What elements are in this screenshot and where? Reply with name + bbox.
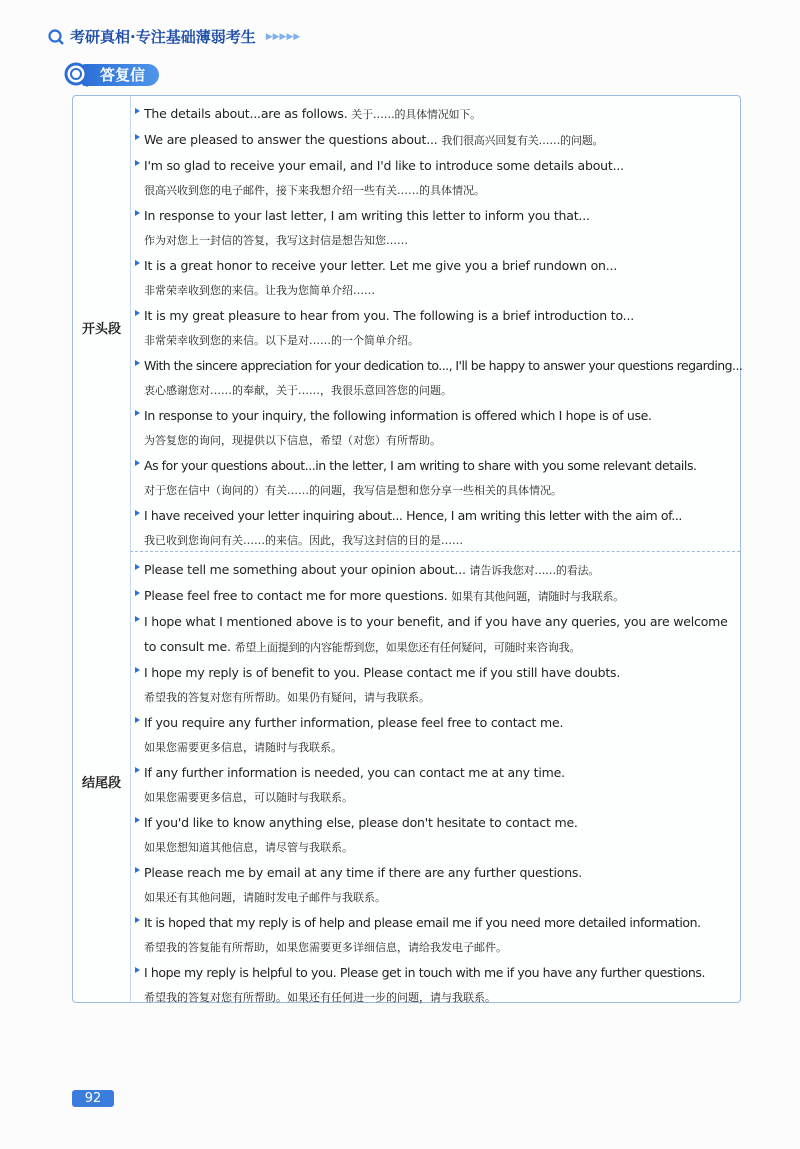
opening-list [134,101,743,553]
section-tag [72,64,159,86]
magnifier-badge-icon [64,62,90,88]
list-item: I hope my reply is of benefit to you. Please contact me if you still have doubts. 希望我的答复对您有所帮助。如果仍有疑问，请与我联系。 [134,660,736,710]
list-item: It is a great honor to receive your letter. Let me give you a brief rundown on... 非常荣幸收到您的来信。让我为您简单介绍…… [134,253,736,303]
list-item: As for your questions about...in the letter, I am writing to share with you some relevant details. 对于您在信中（询问的）有关……的问题，我写信是想和您分享一些相关的具体情况。 [134,453,736,503]
header-arrows-icon: ▶▶▶▶▶ [265,31,301,42]
list-item: It is hoped that my reply is of help and please email me if you need more detailed information. 希望我的答复能有所帮助，如果您需要更多详细信息，请给我发电子邮件。 [134,910,736,960]
list-item: Please tell me something about your opinion about... 请告诉我您对……的看法。 [134,557,736,583]
list-item: If you require any further information, please feel free to contact me. 如果您需要更多信息，请随时与我联系。 [134,710,736,760]
list-item: The details about...are as follows. 关于……的具体情况如下。 [134,101,736,127]
opening-label: 开头段 [81,322,121,337]
list-item: It is my great pleasure to hear from you. The following is a brief introduction to... 非常荣幸收到您的来信。以下是对……的一个简单介绍。 [134,303,736,353]
page-number: 92 [72,1090,114,1107]
closing-label: 结尾段 [81,776,121,791]
list-item: I hope my reply is helpful to you. Please get in touch with me if you have any further questions. 希望我的答复对您有所帮助。如果还有任何进一步的问题，请与我联系。 [134,960,736,1010]
list-item: We are pleased to answer the questions about... 我们很高兴回复有关……的问题。 [134,127,736,153]
list-item: If you'd like to know anything else, please don't hesitate to contact me. 如果您想知道其他信息，请尽管与我联系。 [134,810,736,860]
list-item: I hope what I mentioned above is to your benefit, and if you have any queries, you are welcome to consult me. 希望上面提到的内容能帮到您，如果您还有任何疑问，可随时来咨询我。 [134,609,736,660]
list-item: Please reach me by email at any time if there are any further questions. 如果还有其他问题，请随时发电子邮件与我联系。 [134,860,736,910]
list-item: With the sincere appreciation for your dedication to..., I'll be happy to answer your questions regarding... 衷心感谢您对……的奉献，关于……，我很乐意回答您的问题。 [134,353,736,403]
header-title: 考研真相·专注基础薄弱考生 [70,28,256,46]
list-item: I have received your letter inquiring about... Hence, I am writing this letter with the aim of... 我已收到您询问有关……的来信。因此，我写这封信的目的是…… [134,503,736,553]
list-item: If any further information is needed, you can contact me at any time. 如果您需要更多信息，可以随时与我联系。 [134,760,736,810]
list-item: I'm so glad to receive your email, and I'd like to introduce some details about... 很高兴收到您的电子邮件，接下来我想介绍一些有关……的具体情况。 [134,153,736,203]
list-item: In response to your inquiry, the following information is offered which I hope is of use. 为答复您的询问，现提供以下信息，希望（对您）有所帮助。 [134,403,736,453]
closing-list [134,557,736,1010]
list-item: In response to your last letter, I am writing this letter to inform you that... 作为对您上一封信的答复，我写这封信是想告知您…… [134,203,736,253]
page-header [48,26,300,47]
list-item: Please feel free to contact me for more questions. 如果有其他问题，请随时与我联系。 [134,583,736,609]
magnifier-icon [48,29,64,45]
phrase-table [72,95,741,1003]
section-title: 答复信 [82,64,159,86]
column-divider [130,96,131,1002]
